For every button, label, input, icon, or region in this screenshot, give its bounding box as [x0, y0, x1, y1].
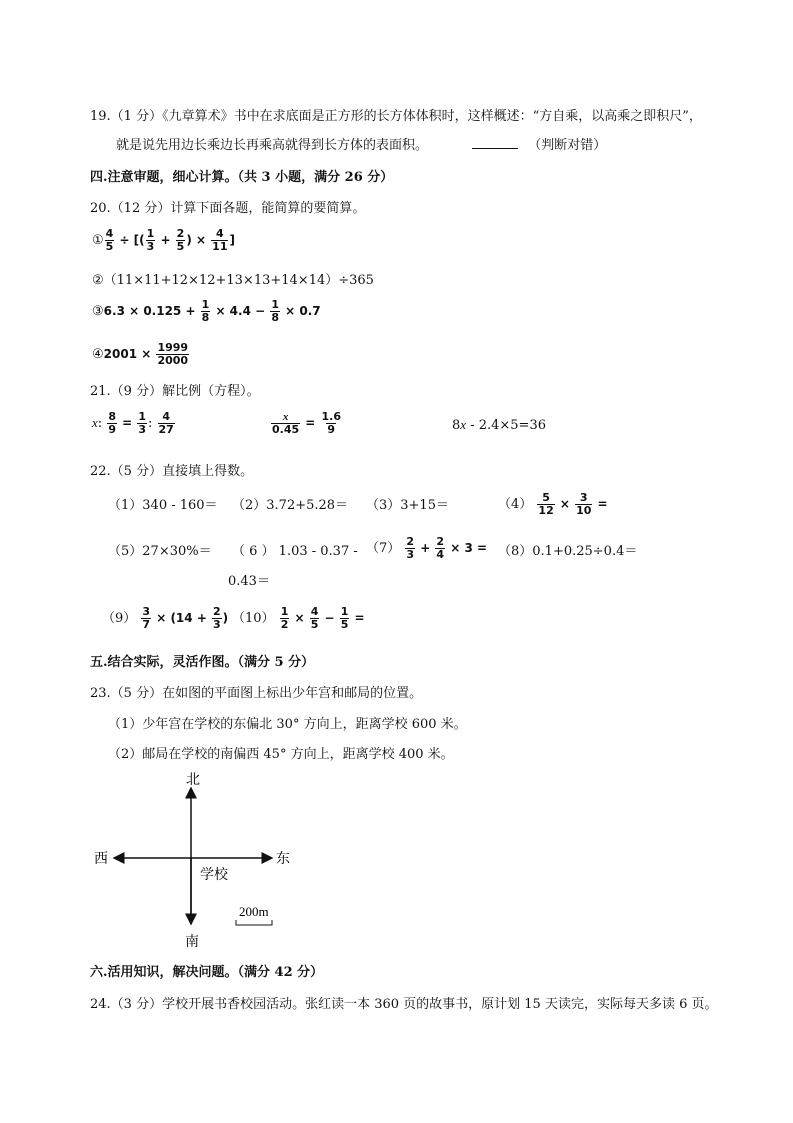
school-label: 学校 [200, 867, 228, 883]
q22-p4: （4） $\frac{5}{12}$ × $\frac{3}{10}$ = [498, 491, 608, 517]
q22-p6-cont: 0.43＝ [228, 574, 270, 589]
q22-p1: （1）340 - 160＝ [108, 498, 218, 513]
q22-p6: （ 6 ） 1.03 - 0.37 - [232, 544, 358, 559]
q22-p5: （5）27×30%＝ [108, 544, 212, 559]
section-6-title: 六.活用知识，解决问题。（满分 42 分） [90, 965, 324, 980]
section-4-title: 四.注意审题，细心计算。（共 3 小题，满分 26 分） [90, 170, 394, 185]
q19-line1: 19.（1 分）《九章算术》书中在求底面是正方形的长方体体积时，这样概述：“方自乘，以高乘之即积尺”， [90, 109, 702, 124]
section-5-title: 五.结合实际，灵活作图。（满分 5 分） [90, 655, 315, 670]
q20-header: 20.（12 分）计算下面各题，能简算的要简算。 [90, 201, 366, 216]
q21-eq2: $\frac{x}{0.45}$ = $\frac{1.6}{9}$ [272, 410, 341, 436]
q22-p7: （7） $\frac{2}{3}$ + $\frac{2}{4}$ × 3 = [366, 535, 488, 561]
answer-blank[interactable] [472, 136, 518, 149]
q24-text: 24.（3 分）学校开展书香校园活动。张红读一本 360 页的故事书，原计划 15 天读完，实际每天多读 6 页。 [90, 997, 718, 1012]
compass-diagram[interactable] [90, 766, 310, 956]
q22-header: 22.（5 分）直接填上得数。 [90, 464, 254, 479]
q21-eq1: x: $\frac{8}{9}$ = $\frac{1}{3}$ : $\frac{4}{27}$ [92, 410, 174, 436]
q20-item1: ① $\frac{4}{5}$ ÷ [( $\frac{1}{3}$ + $\frac{2}{5}$ ) × $\frac{4}{11}$ ] [92, 227, 235, 253]
q22-p9: （9） $\frac{3}{7}$ × (14 + $\frac{2}{3}$ ) [102, 605, 229, 631]
q22-p10: （10） $\frac{1}{2}$ × $\frac{4}{5}$ − $\frac{1}{5}$ = [232, 605, 365, 631]
q19-statement: 就是说先用边长乘边长再乘高就得到长方体的表面积。 [116, 138, 429, 153]
q21-eq3: 8x - 2.4×5=36 [452, 417, 546, 433]
scale-label: 200m [239, 904, 269, 919]
q23-sub2: （2）邮局在学校的南偏西 45° 方向上，距离学校 400 米。 [108, 747, 454, 762]
scale-bar [236, 920, 272, 925]
q22-p2: （2）3.72+5.28＝ [232, 498, 349, 513]
q21-header: 21.（9 分）解比例（方程）。 [90, 384, 260, 399]
q23-sub1: （1）少年宫在学校的东偏北 30° 方向上，距离学校 600 米。 [108, 717, 467, 732]
q19-line2 [116, 134, 606, 153]
q22-p8: （8）0.1+0.25÷0.4＝ [498, 544, 638, 559]
q20-item2: ②（11×11+12×12+13×13+14×14）÷365 [92, 273, 374, 288]
south-label: 南 [185, 934, 199, 950]
q20-item4: ④2001 × $\frac{1999}{2000}$ [92, 341, 189, 367]
east-label: 东 [276, 851, 290, 867]
q22-p3: （3）3+15＝ [366, 498, 449, 513]
q23-header: 23.（5 分）在如图的平面图上标出少年宫和邮局的位置。 [90, 686, 423, 701]
north-label: 北 [186, 772, 200, 788]
west-label: 西 [94, 851, 108, 867]
q19-judge: （判断对错） [528, 138, 607, 153]
q20-item3: ③6.3 × 0.125 + $\frac{1}{8}$ × 4.4 − $\frac{1}{8}$ × 0.7 [92, 298, 321, 324]
